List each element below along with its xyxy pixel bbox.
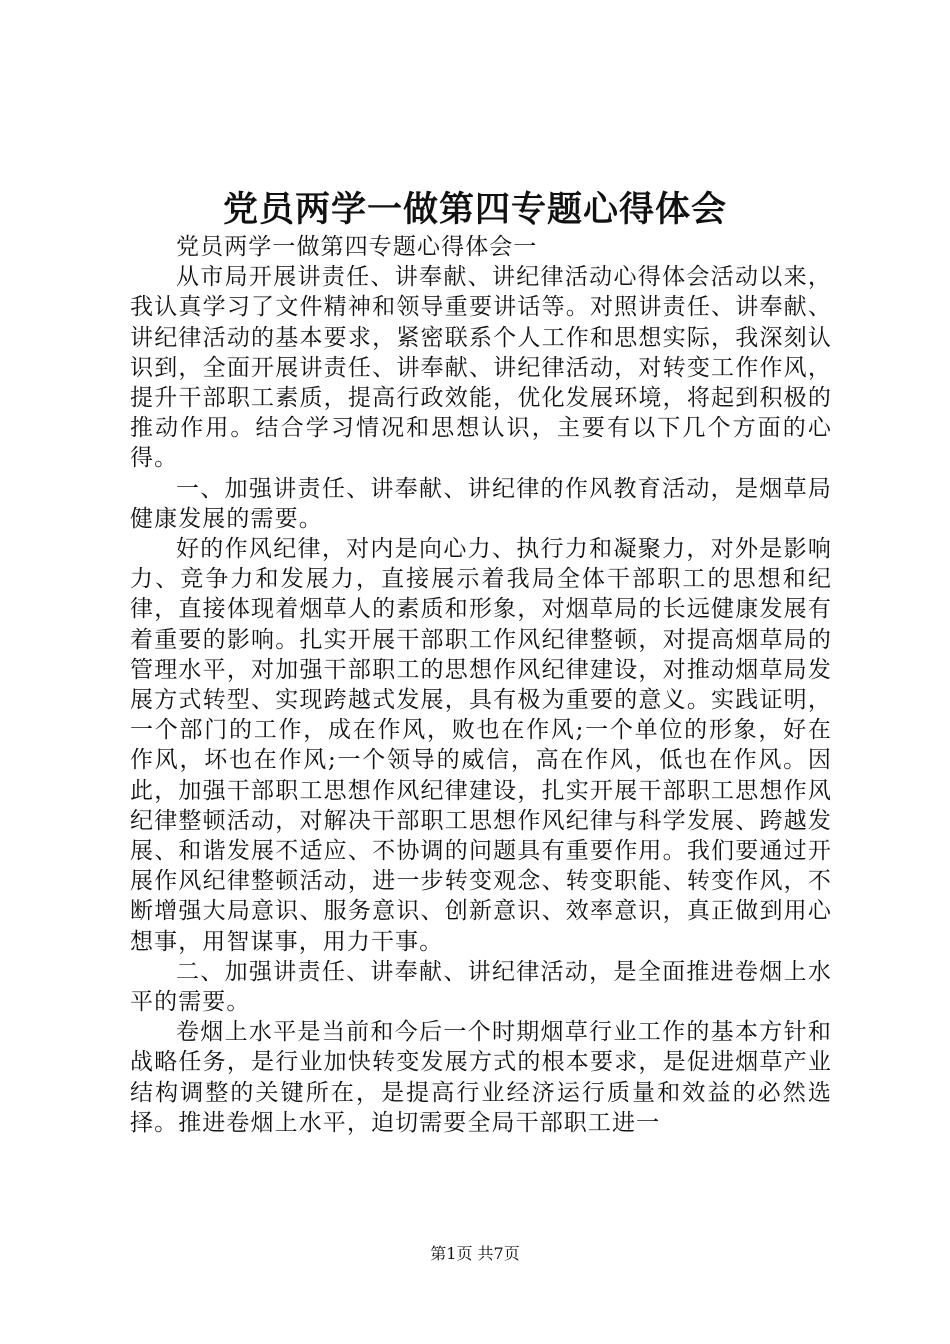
paragraph-heading-two: 二、加强讲责任、讲奉献、讲纪律活动，是全面推进卷烟上水平的需要。 <box>130 958 832 1016</box>
document-body <box>130 232 832 1138</box>
paragraph-heading-one: 一、加强讲责任、讲奉献、讲纪律的作风教育活动，是烟草局健康发展的需要。 <box>130 475 832 532</box>
paragraph-section-one: 好的作风纪律，对内是向心力、执行力和凝聚力，对外是影响力、竞争力和发展力，直接展示着我局全体干部职工的思想和纪律，直接体现着烟草人的素质和形象，对烟草局的长远健康发展有着重要的影响。扎实开展干部职工作风纪律整顿，对提高烟草局的管理水平，对加强干部职工的思想作风纪律建设，对推动烟草局发展方式转型、实现跨越式发展，具有极为重要的意义。实践证明，一个部门的工作，成在作风，败也在作风;一个单位的形象，好在作风，坏也在作风;一个领导的威信，高在作风，低也在作风。因此，加强干部职工思想作风纪律建设，扎实开展干部职工思想作风纪律整顿活动，对解决干部职工思想作风纪律与科学发展、跨越发展、和谐发展不适应、不协调的问题具有重要作用。我们要通过开展作风纪律整顿活动，进一步转变观念、转变职能、转变作风，不断增强大局意识、服务意识、创新意识、效率意识，真正做到用心想事，用智谋事，用力干事。 <box>130 536 832 955</box>
page-number-footer: 第1页 共7页 <box>430 1244 520 1263</box>
paragraph-subtitle: 党员两学一做第四专题心得体会一 <box>176 234 538 260</box>
paragraph-intro: 从市局开展讲责任、讲奉献、讲纪律活动心得体会活动以来，我认真学习了文件精神和领导重要讲话等。对照讲责任、讲奉献、讲纪律活动的基本要求，紧密联系个人工作和思想实际，我深刻认识到，全面开展讲责任、讲奉献、讲纪律活动，对转变工作作风，提升干部职工素质，提高行政效能，优化发展环境，将起到积极的推动作用。结合学习情况和思想认识，主要有以下几个方面的心得。 <box>130 264 832 472</box>
document-title: 党员两学一做第四专题心得体会 <box>222 189 727 230</box>
paragraph-section-two: 卷烟上水平是当前和今后一个时期烟草行业工作的基本方针和战略任务，是行业加快转变发展方式的根本要求，是促进烟草产业结构调整的关键所在，是提高行业经济运行质量和效益的必然选择。推进卷烟上水平，迫切需要全局干部职工进一 <box>130 1019 832 1136</box>
